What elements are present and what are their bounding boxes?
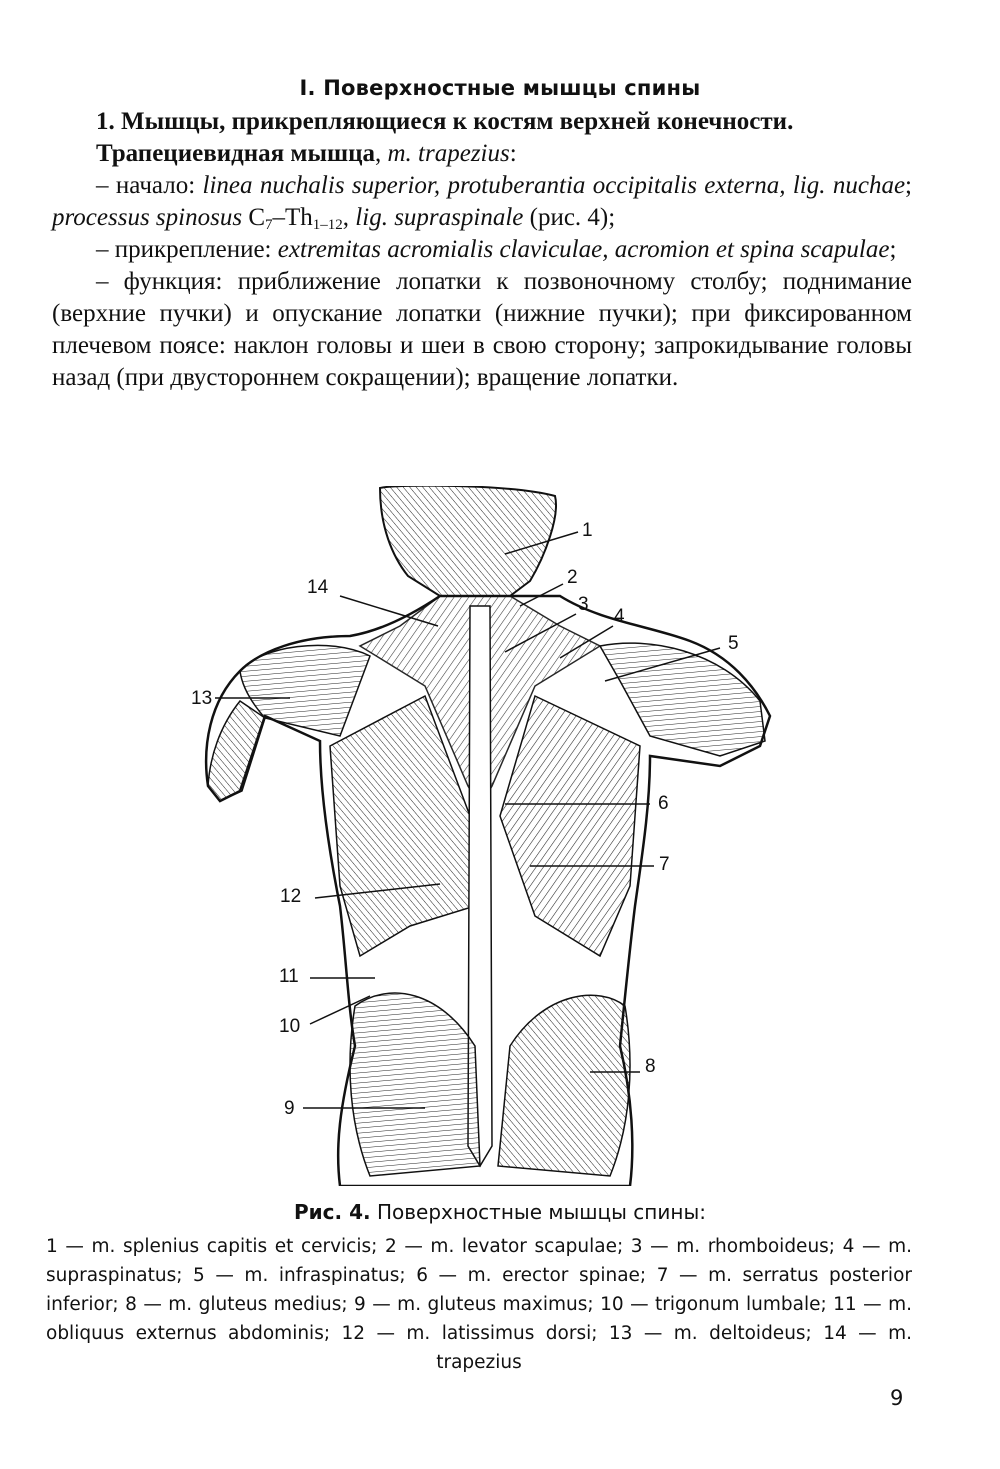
callout-6: 6 [658, 793, 669, 814]
callout-4: 4 [614, 606, 625, 627]
muscle-heading: Трапециевидная мышца, m. trapezius: [96, 140, 517, 167]
function-label: – функция: [96, 268, 223, 295]
origin-latin-1: linea nuchalis superior, protuberantia occipitalis externa, lig. nuchae [202, 172, 906, 199]
origin-paragraph: – начало: linea nuchalis superior, protuberantia occipitalis externa, lig. nuchae; processus spinosus $C_7-Th_{1-12}$, lig. supraspinale (рис. 4); [52, 172, 912, 233]
figure-legend: 1 — m. splenius capitis et cervicis; 2 — m. levator scapulae; 3 — m. rhomboideus; 4 — m. supraspinatus; 5 — m. infraspinatus; 6 — m. erector spinae; 7 — m. serratus posterior inferior; 8 — m. gluteus medius; 9 — m. gluteus maximus; 10 — trigonum lumbale; 11 — m. obliquus externus abdominis; 12 — m. latissimus dorsi; 13 — m. deltoideus; 14 — m. trapezius [46, 1236, 912, 1373]
callout-3: 3 [578, 594, 589, 615]
callout-13: 13 [191, 688, 213, 709]
callout-9: 9 [284, 1098, 295, 1119]
subsection-label: 1. Мышцы, прикрепляющиеся к костям верхней конечности. [96, 108, 794, 135]
page-number: 9 [890, 1386, 904, 1410]
callout-7: 7 [659, 854, 670, 875]
callout-10: 10 [279, 1016, 301, 1037]
muscle-name-latin: m. trapezius [387, 140, 510, 167]
origin-label: – начало: [96, 172, 196, 199]
insertion-label: – прикрепление: [96, 236, 272, 263]
back-muscles-illustration [180, 486, 820, 1186]
callout-1: 1 [582, 520, 593, 541]
callout-12: 12 [280, 886, 302, 907]
callout-2: 2 [567, 567, 578, 588]
subsection-heading [52, 106, 912, 138]
insertion-paragraph: – прикрепление: extremitas acromialis claviculae, acromion et spina scapulae; [96, 236, 897, 263]
figure-caption-title: Поверхностные мышцы спины: [376, 1200, 706, 1224]
origin-latin-2: processus spinosus [52, 204, 243, 231]
vertebra-c-sub: 7 [265, 217, 273, 233]
function-paragraph [52, 266, 912, 394]
insertion-latin: extremitas acromialis claviculae, acromion et spina scapulae [277, 236, 890, 263]
muscle-name-ru: Трапециевидная мышца [96, 140, 375, 167]
body-text [52, 106, 912, 394]
vertebra-c: C [248, 204, 266, 231]
section-title: I. Поверхностные мышцы спины [299, 76, 701, 100]
figure-caption [0, 1200, 1000, 1224]
figure-caption-label: Рис. 4. [294, 1200, 371, 1224]
callout-11: 11 [279, 966, 299, 987]
callout-14: 14 [307, 577, 329, 598]
vertebra-th: Th [285, 204, 313, 231]
origin-ref: (рис. 4); [529, 204, 616, 231]
vertebra-th-sub: 1–12 [312, 217, 343, 233]
back-muscles-figure [180, 486, 820, 1186]
callout-5: 5 [728, 633, 739, 654]
callout-8: 8 [645, 1056, 656, 1077]
function-text: приближение лопатки к позвоночному столбу; поднимание (верхние пучки) и опускание лопатки (нижние пучки); при фиксированном плечевом поясе: наклон головы и шеи в свою сторону; запрокидывание головы назад (при двустороннем сокращении); вращение лопатки. [52, 268, 912, 391]
origin-latin-3: lig. supraspinale [355, 204, 524, 231]
